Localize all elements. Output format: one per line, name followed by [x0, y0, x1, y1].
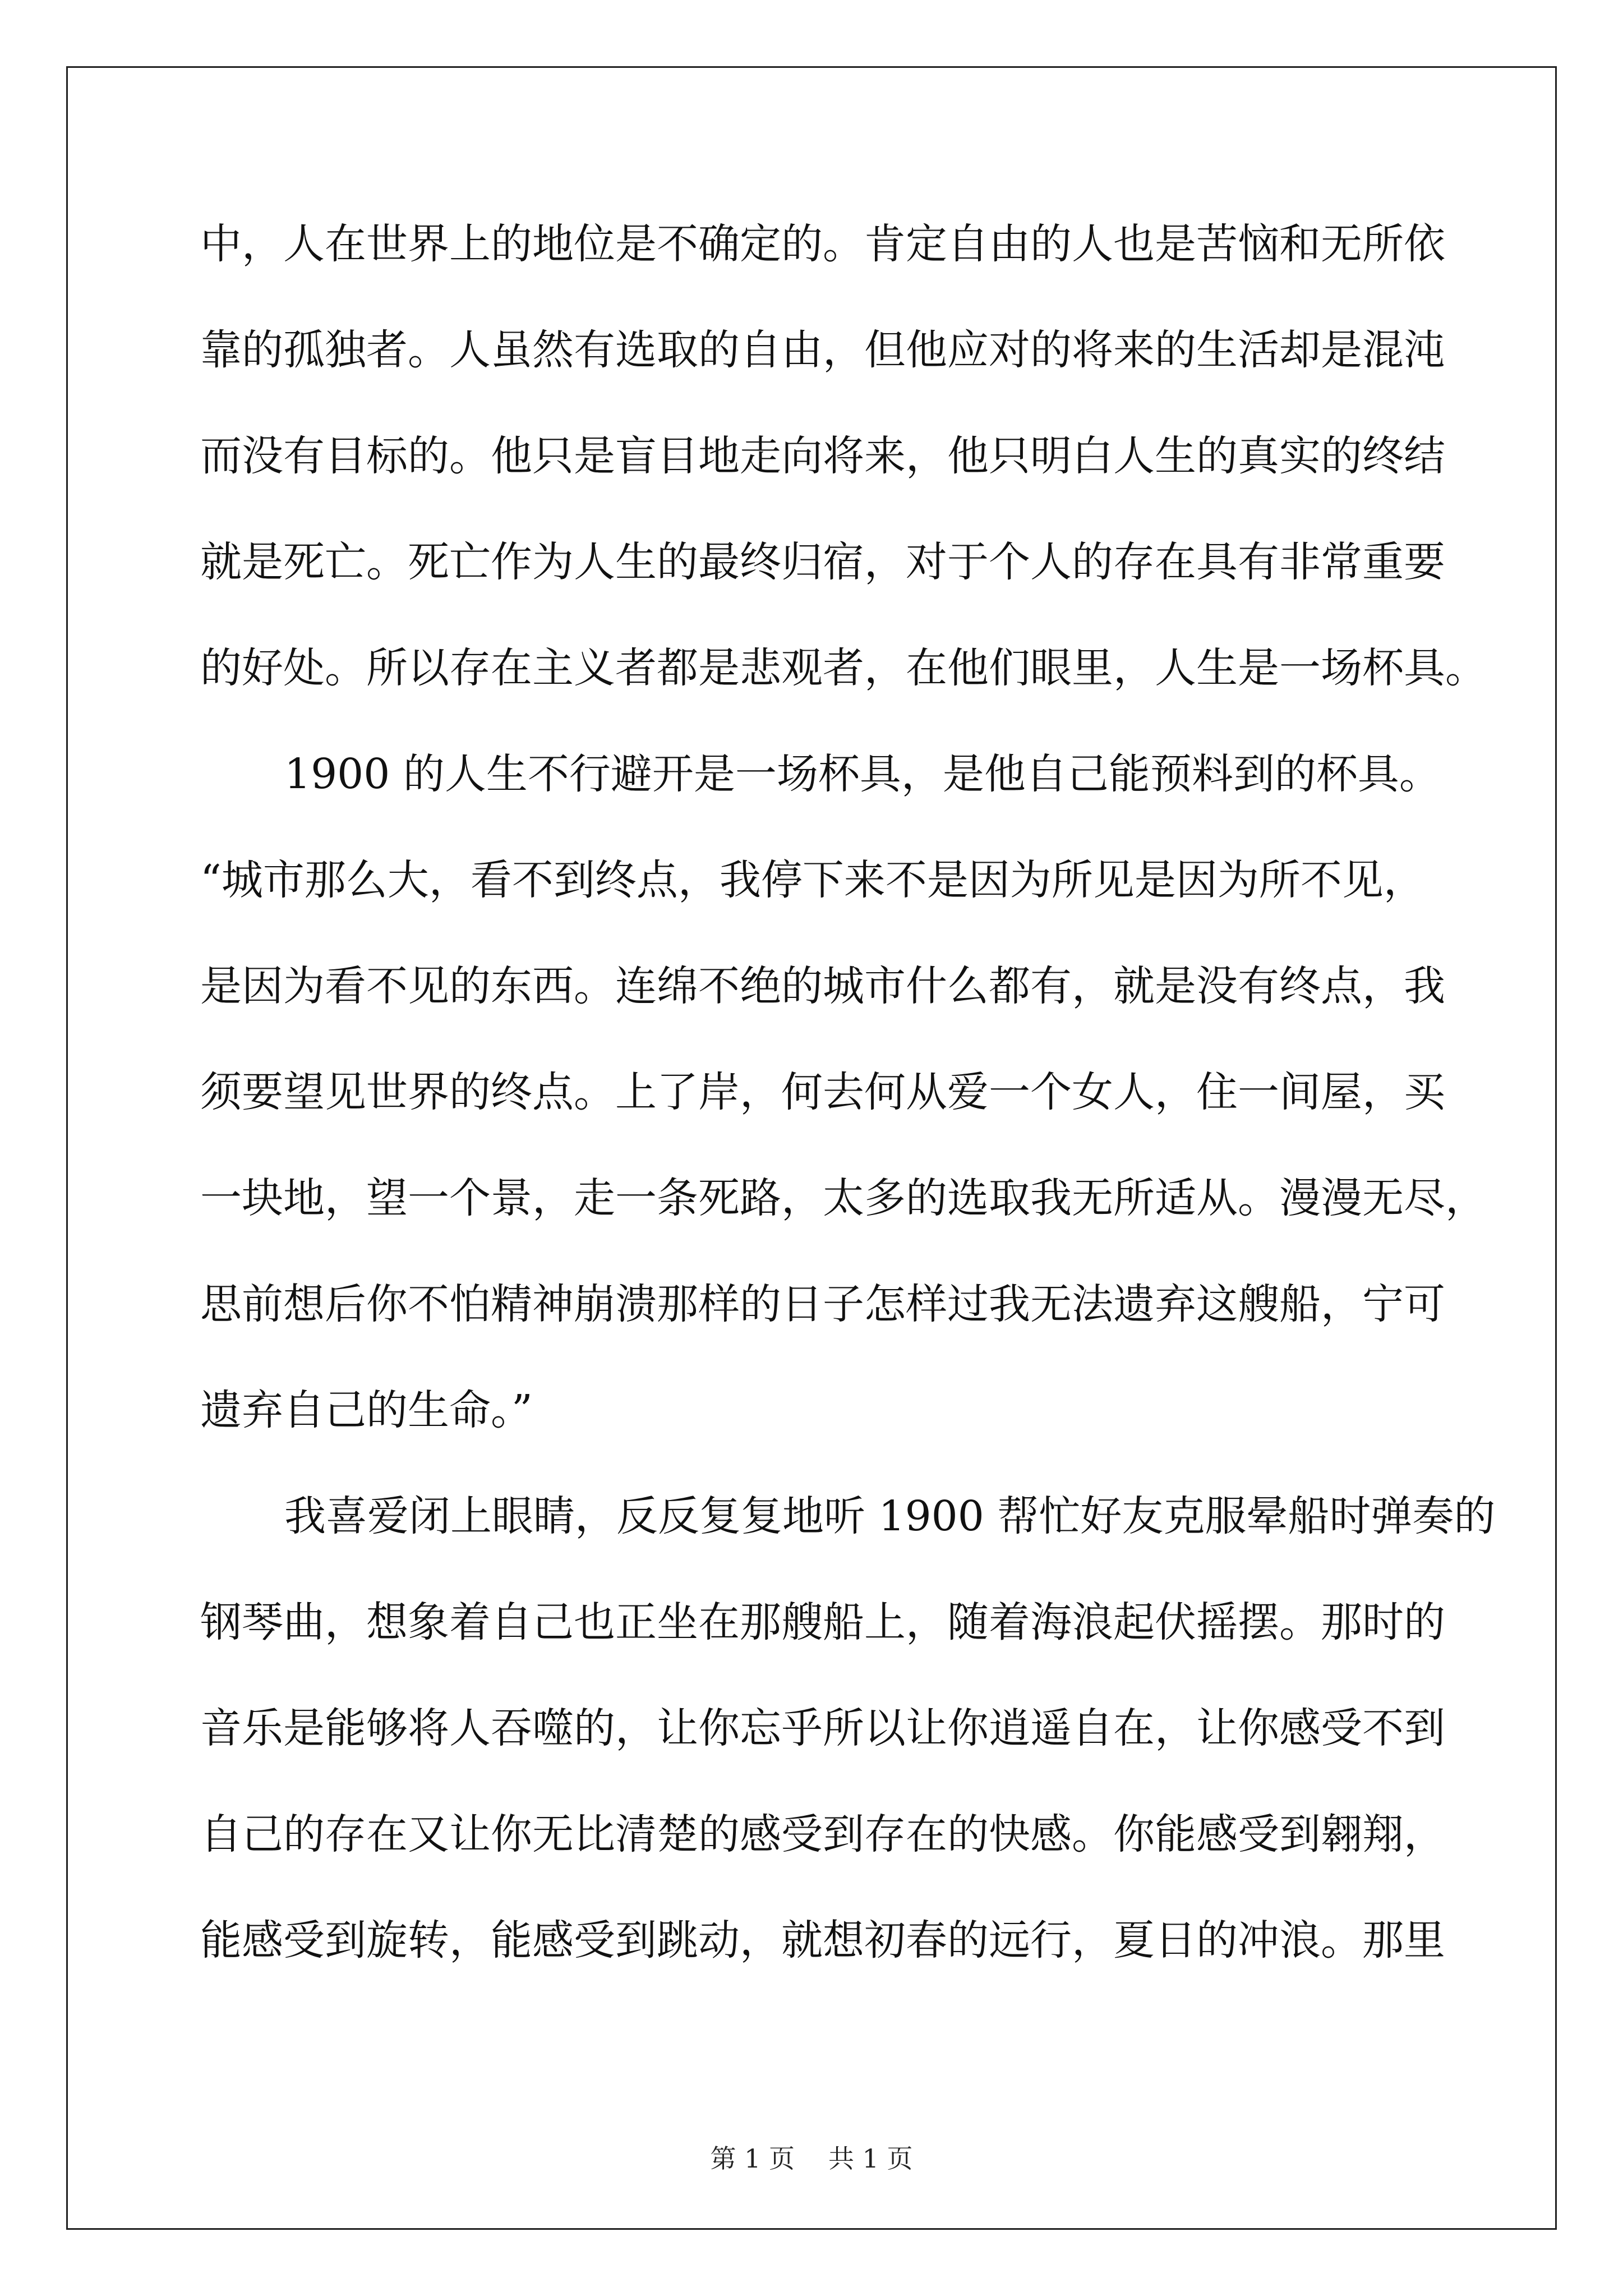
text-line: 靠的孤独者。人虽然有选取的自由，但他应对的将来的生活却是混沌: [200, 326, 1445, 374]
text-line: 就是死亡。死亡作为人生的最终归宿，对于个人的存在具有非常重要: [200, 538, 1445, 586]
text-line: 音乐是能够将人吞噬的，让你忘乎所以让你逍遥自在，让你感受不到: [200, 1704, 1445, 1752]
text-line: 钢琴曲，想象着自己也正坐在那艘船上，随着海浪起伏摇摆。那时的: [200, 1598, 1445, 1646]
text-line: 一块地，望一个景，走一条死路，太多的选取我无所适从。漫漫无尽，: [200, 1174, 1487, 1222]
text-line: 是因为看不见的东西。连绵不绝的城市什么都有，就是没有终点，我: [200, 962, 1445, 1010]
text-line: 能感受到旋转，能感受到跳动，就想初春的远行，夏日的冲浪。那里: [200, 1916, 1445, 1964]
document-body: [200, 213, 1496, 2016]
page-number: 第 1 页: [710, 2143, 795, 2174]
text-line: 须要望见世界的终点。上了岸，何去何从爱一个女人，住一间屋，买: [200, 1068, 1445, 1116]
paragraph-start-line: 1900 的人生不行避开是一场杯具，是他自己能预料到的杯具。: [284, 750, 1441, 798]
text-line: 的好处。所以存在主义者都是悲观者，在他们眼里，人生是一场杯具。: [200, 644, 1487, 692]
text-line: “城市那么大，看不到终点，我停下来不是因为所见是因为所不见，: [200, 856, 1425, 904]
page-total: 共 1 页: [828, 2143, 913, 2174]
text-line: 中，人在世界上的地位是不确定的。肯定自由的人也是苦恼和无所依: [200, 220, 1445, 268]
page-footer: [0, 2138, 1623, 2175]
text-line: 而没有目标的。他只是盲目地走向将来，他只明白人生的真实的终结: [200, 432, 1445, 480]
text-line: 遗弃自己的生命。”: [200, 1386, 533, 1434]
text-line: 思前想后你不怕精神崩溃那样的日子怎样过我无法遗弃这艘船，宁可: [200, 1280, 1445, 1328]
text-line: 自己的存在又让你无比清楚的感受到存在的快感。你能感受到翱翔，: [200, 1810, 1445, 1858]
paragraph-start-line: 我喜爱闭上眼睛，反反复复地听 1900 帮忙好友克服晕船时弹奏的: [284, 1492, 1496, 1540]
